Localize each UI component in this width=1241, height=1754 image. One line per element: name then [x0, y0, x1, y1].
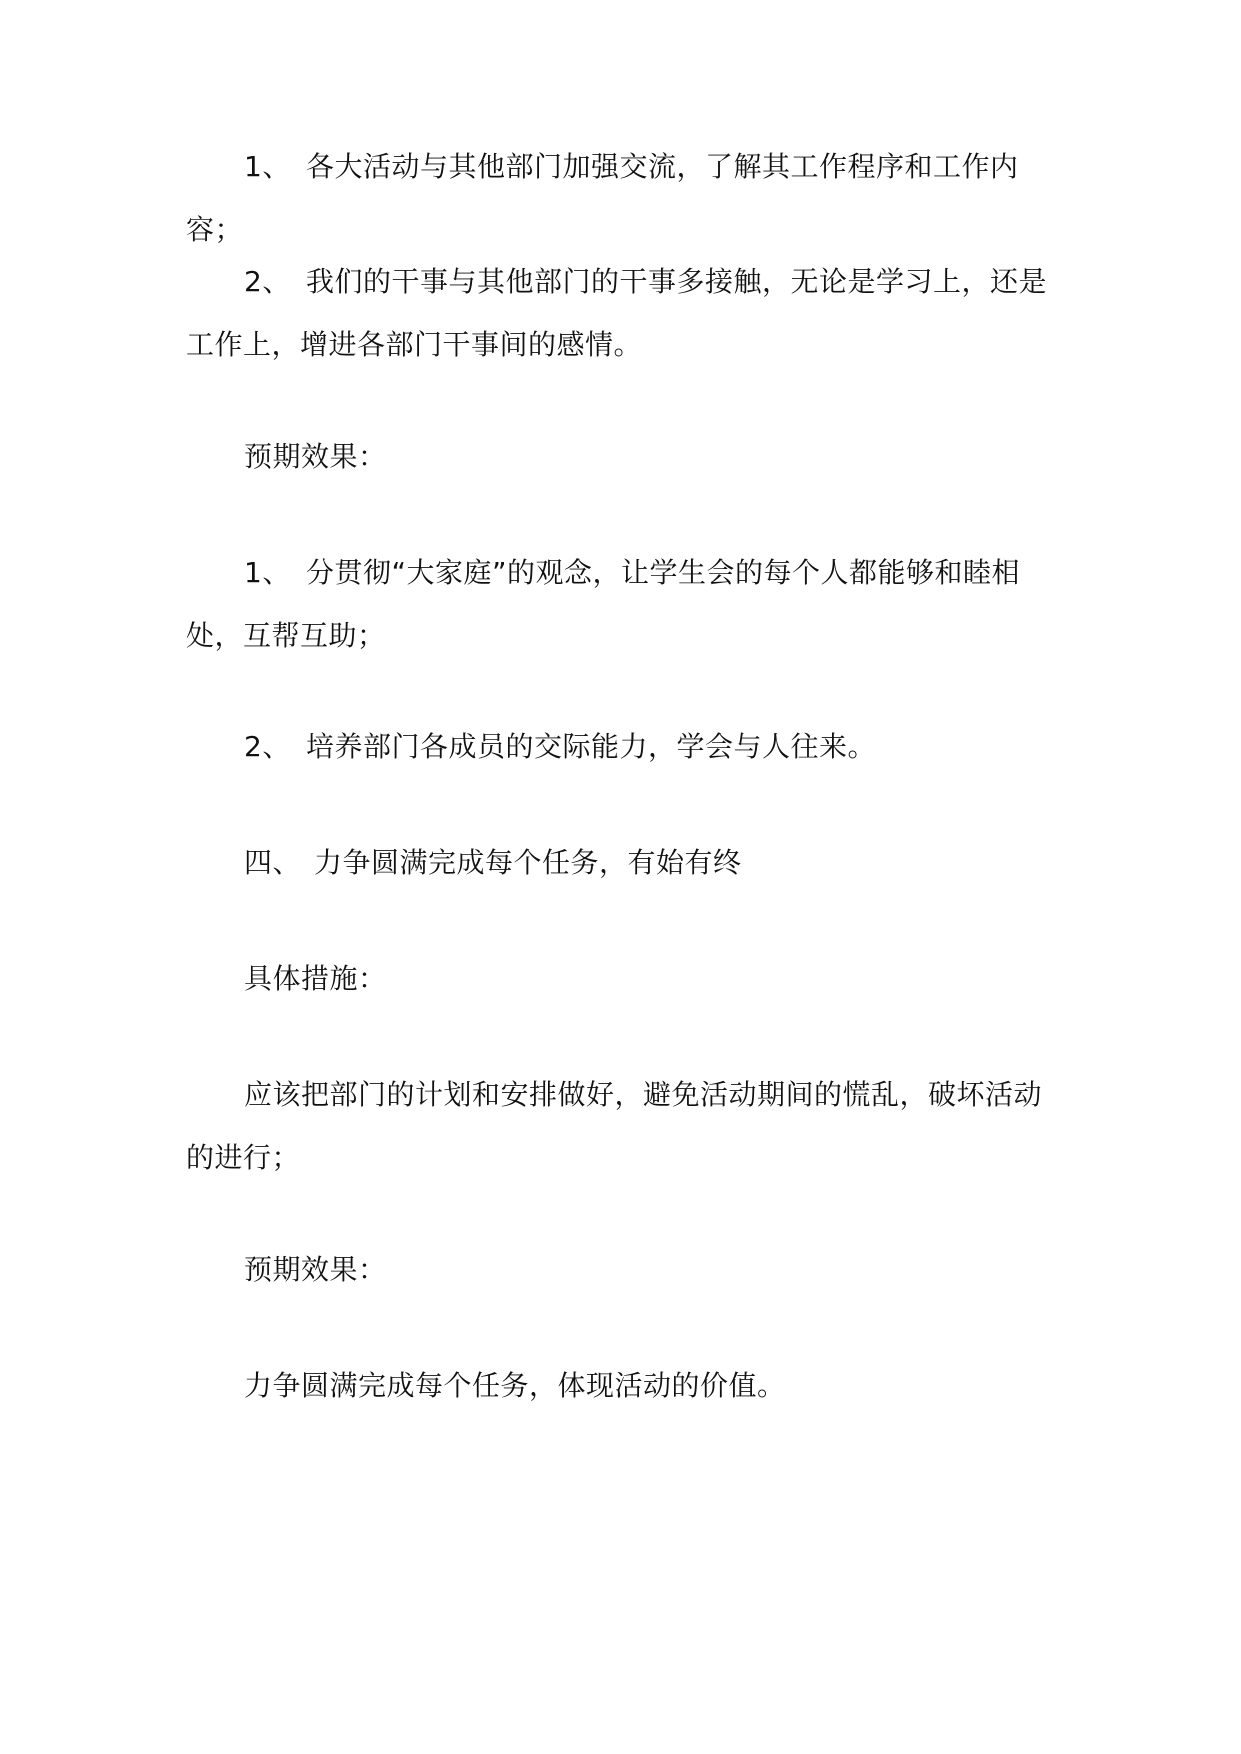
- list-number: 2、: [244, 730, 291, 763]
- paragraph-3: [186, 541, 1056, 667]
- paragraph-text: 培养部门各成员的交际能力，学会与人往来。: [306, 730, 877, 763]
- paragraph-text: 各大活动与其他部门加强交流，了解其工作程序和工作内容；: [186, 150, 1019, 246]
- paragraph-expected-effect-heading-1: [186, 425, 1056, 488]
- paragraph-1: [186, 135, 1056, 261]
- paragraph-expected-effect-body: [186, 1354, 1056, 1417]
- paragraph-text: 力争圆满完成每个任务，体现活动的价值。: [244, 1369, 786, 1402]
- paragraph-text: 具体措施：: [244, 962, 387, 995]
- paragraph-text: 预期效果：: [244, 440, 387, 473]
- paragraph-text: 应该把部门的计划和安排做好，避免活动期间的慌乱，破坏活动的进行；: [186, 1078, 1043, 1174]
- paragraph-text: 分贯彻“大家庭”的观念，让学生会的每个人都能够和睦相处，互帮互助；: [186, 556, 1021, 652]
- paragraph-measures-body: [186, 1063, 1056, 1189]
- section-heading-four: [186, 831, 1056, 894]
- paragraph-text: 我们的干事与其他部门的干事多接触，无论是学习上，还是工作上，增进各部门干事间的感情。: [186, 265, 1048, 361]
- paragraph-expected-effect-heading-2: [186, 1238, 1056, 1301]
- paragraph-text: 预期效果：: [244, 1253, 387, 1286]
- paragraph-2: [186, 250, 1056, 376]
- list-number: 2、: [244, 265, 291, 298]
- paragraph-text: 力争圆满完成每个任务，有始有终: [314, 846, 742, 879]
- paragraph-measures-heading: [186, 947, 1056, 1010]
- paragraph-4: [186, 715, 1056, 778]
- section-number: 四、: [244, 846, 302, 879]
- list-number: 1、: [244, 150, 291, 183]
- list-number: 1、: [244, 556, 291, 589]
